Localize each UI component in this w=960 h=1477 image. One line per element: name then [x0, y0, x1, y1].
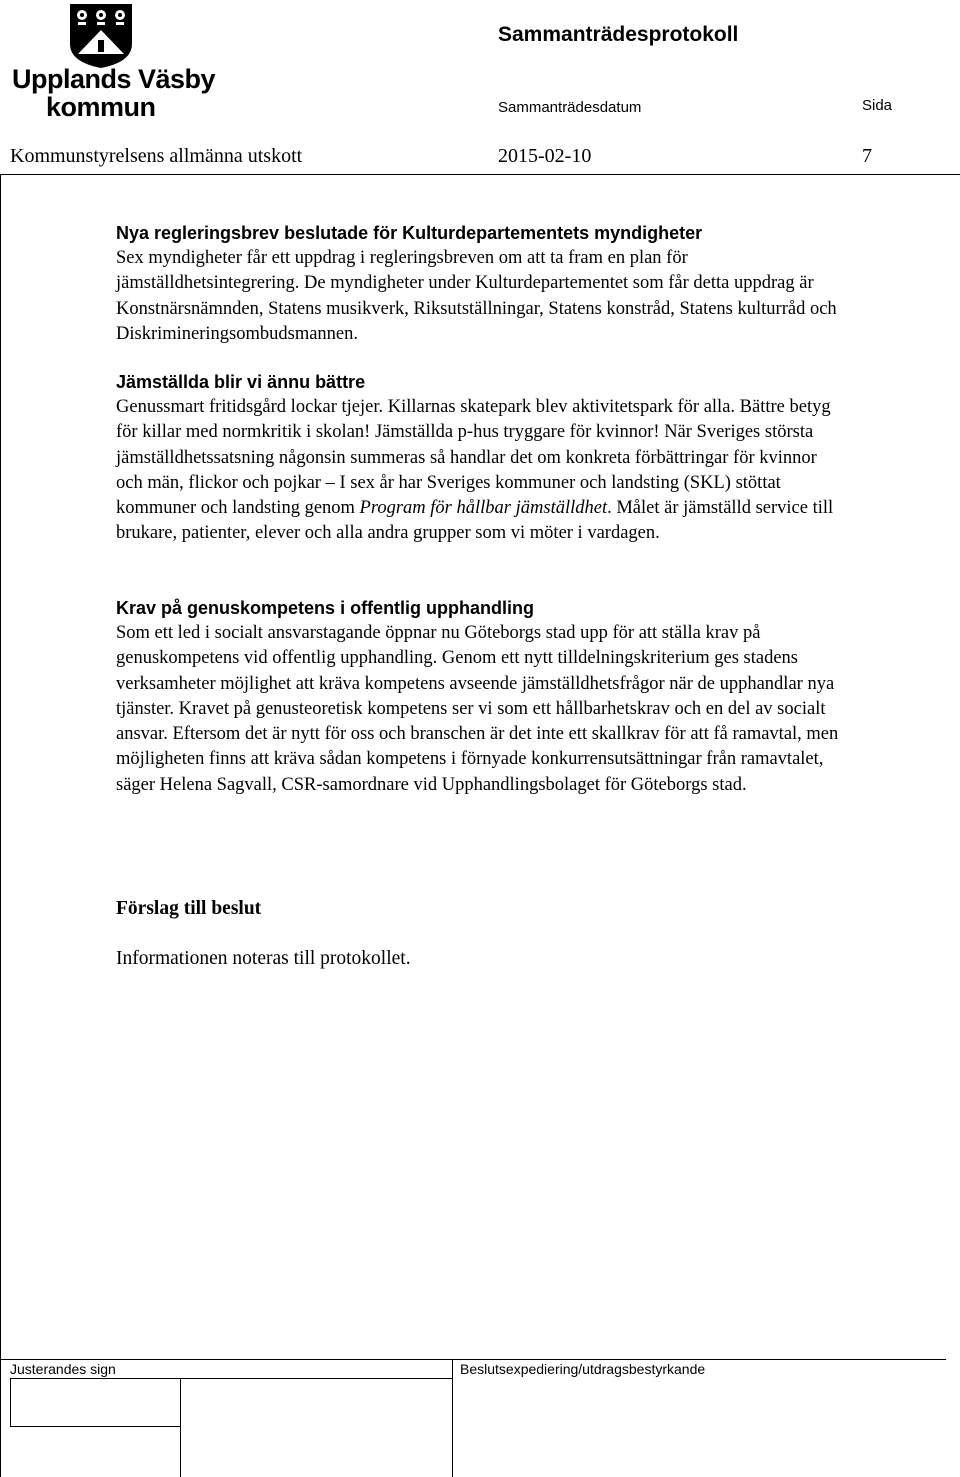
signature-box: [10, 1378, 181, 1427]
section-body: Som ett led i socialt ansvarstagande öppnar nu Göteborgs stad upp för att ställa krav på genuskompetens vid offentlig upphandling. Genom ett nytt tilldelningskriterium ges stadens verksamheter möjlighet att kräva kompetens avseende jämställdhetsfrågor när de upphandlar nya tjänster. Kravet på genusteoretisk kompetens ser vi som ett hållbarhetskrav och en del av socialt ansvar. Eftersom det är nytt för oss och branschen är det inte ett skallkrav för att få ramavtal, men möjligheten finns att kräva sådan kompetens i förnyade konkurrensutsättningar från ramavtalet, säger Helena Sagvall, CSR-samordnare vid Upphandlingsbolaget för Göteborgs stad.: [116, 623, 839, 795]
document-title: Sammanträdesprotokoll: [498, 23, 739, 46]
proposal-heading: Förslag till beslut: [116, 898, 262, 919]
section-body: Sex myndigheter får ett uppdrag i regleringsbreven om att ta fram en plan för jämställdhetsintegrering. De myndigheter under Kulturdepartementet som får detta uppdrag är Konstnärsnämnden, Statens musikverk, Riksutställningar, Statens konstråd, Statens kulturråd och Diskrimineringsombudsmannen.: [116, 248, 837, 344]
section-heading: Krav på genuskompetens i offentlig upphandling: [116, 598, 535, 618]
section-body-part: Genussmart fritidsgård lockar tjejer. Killarnas skatepark blev aktivitetspark för alla. Bättre betyg för killar med normkritik i skolan! Jämställda p-hus tryggare för kvinnor! När Sveriges största jämställdhetssatsning någonsin summeras så handlar det om konkreta förbättringar för kvinnor och män, flickor och pojkar – I sex år har Sveriges kommuner och landsting (SKL) stöttat kommuner och landsting genom: [116, 397, 831, 519]
logo-name: Upplands Väsby: [12, 64, 216, 94]
header-divider: [0, 174, 960, 175]
meeting-date: 2015-02-10: [498, 145, 592, 167]
logo-sub: kommun: [46, 92, 156, 122]
committee-name: Kommunstyrelsens allmänna utskott: [10, 145, 303, 167]
section-heading: Jämställda blir vi ännu bättre: [116, 372, 366, 392]
page-number: 7: [862, 145, 872, 167]
proposal-body: Informationen noteras till protokollet.: [116, 948, 411, 969]
signature-box: [180, 1378, 453, 1426]
section-heading: Nya regleringsbrev beslutade för Kulturdepartementets myndigheter: [116, 223, 703, 243]
footer-dispatch-label: Beslutsexpediering/utdragsbestyrkande: [460, 1361, 706, 1377]
meeting-date-label: Sammanträdesdatum: [498, 99, 642, 116]
page-label: Sida: [862, 97, 893, 114]
section-body-part: . Målet är jämställd service till brukare, patienter, elever och alla andra grupper som vi möter i vardagen.: [116, 498, 834, 544]
section-regleringsbrev: [116, 221, 846, 347]
section-body: [116, 395, 846, 547]
program-name: Program för hållbar jämställdhet: [359, 498, 608, 519]
footer-sign-label: Justerandes sign: [10, 1361, 116, 1377]
footer-divider: [0, 1359, 946, 1360]
left-margin-rule: [0, 174, 1, 1477]
section-genuskompetens: [116, 596, 846, 798]
section-jamstallda: [116, 370, 846, 547]
